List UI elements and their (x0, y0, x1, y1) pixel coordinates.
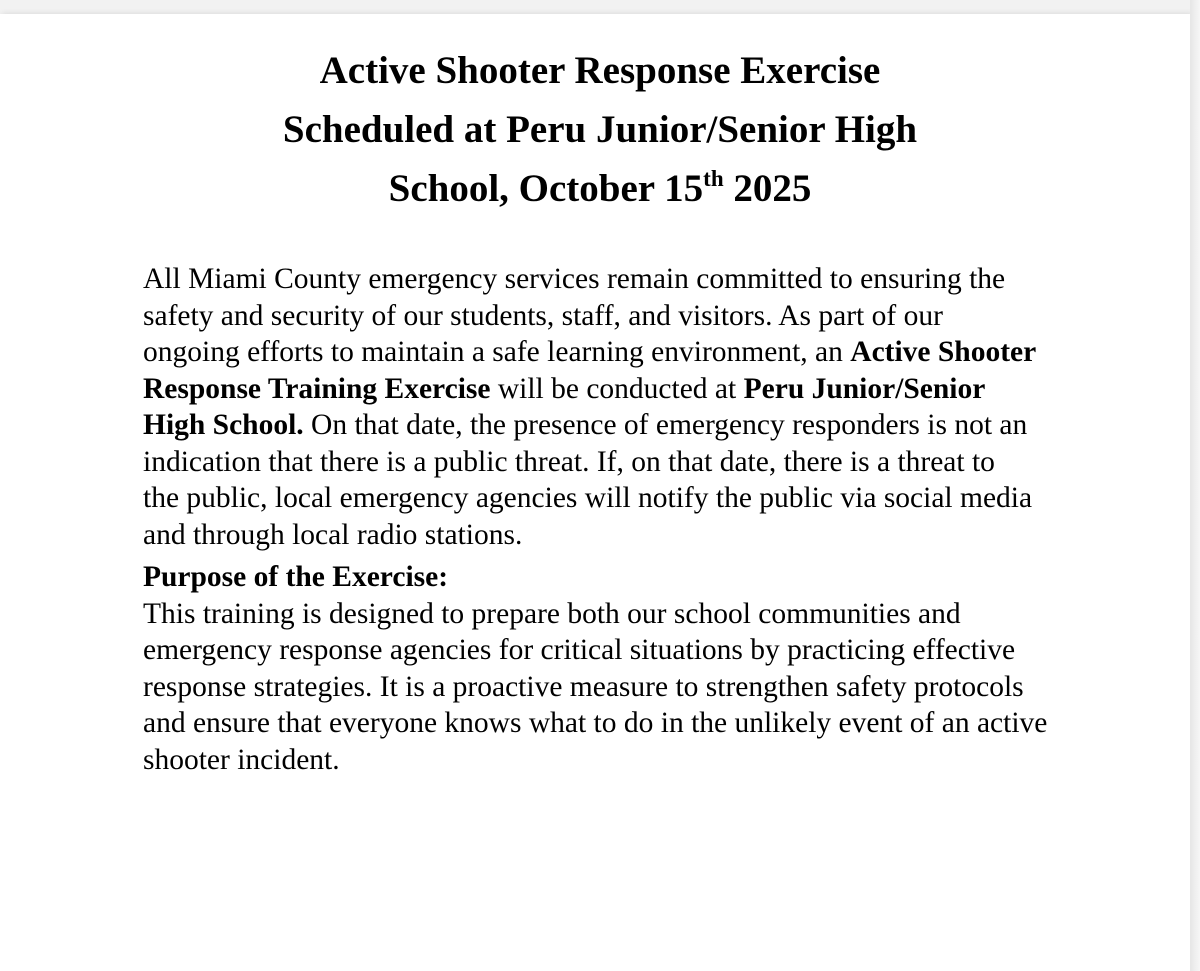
title-date-text: School, October 15 (388, 167, 704, 210)
intro-bold-exercise: Active Shooter Response Training Exercise (143, 336, 1036, 405)
document-page (0, 14, 1190, 971)
intro-bold-school: Peru Junior/Senior High School. (143, 372, 985, 441)
title-date-suffix: th (703, 166, 724, 191)
document-title (150, 41, 1050, 218)
title-year: 2025 (723, 167, 812, 210)
title-line-3 (389, 167, 812, 210)
intro-text-1: All Miami County emergency services remain committed to ensuring the safety and security of our students, staff, and visitors. As part of our ongoing efforts to maintain a safe learning environment, an (143, 263, 1006, 368)
page-right-edge (1190, 0, 1200, 971)
title-line-2: Scheduled at Peru Junior/Senior High (282, 108, 918, 151)
document-body (143, 261, 1103, 778)
intro-text-2: will be conducted at (490, 372, 744, 405)
title-line-1: Active Shooter Response Exercise (319, 49, 881, 92)
intro-paragraph (143, 261, 1038, 553)
purpose-paragraph: This training is designed to prepare both our school communities and emergency response agencies for critical situations by practicing effective response strategies. It is a proactive measure to strengthen safety protocols and ensure that everyone knows what to do in the unlikely event of an active shooter incident. (143, 597, 1048, 776)
purpose-heading: Purpose of the Exercise: (143, 561, 449, 593)
intro-text-3: On that date, the presence of emergency responders is not an indication that there is a public threat. If, on that date, there is a threat to the public, local emergency agencies will notify the public via social media and through local radio stations. (143, 409, 1033, 551)
